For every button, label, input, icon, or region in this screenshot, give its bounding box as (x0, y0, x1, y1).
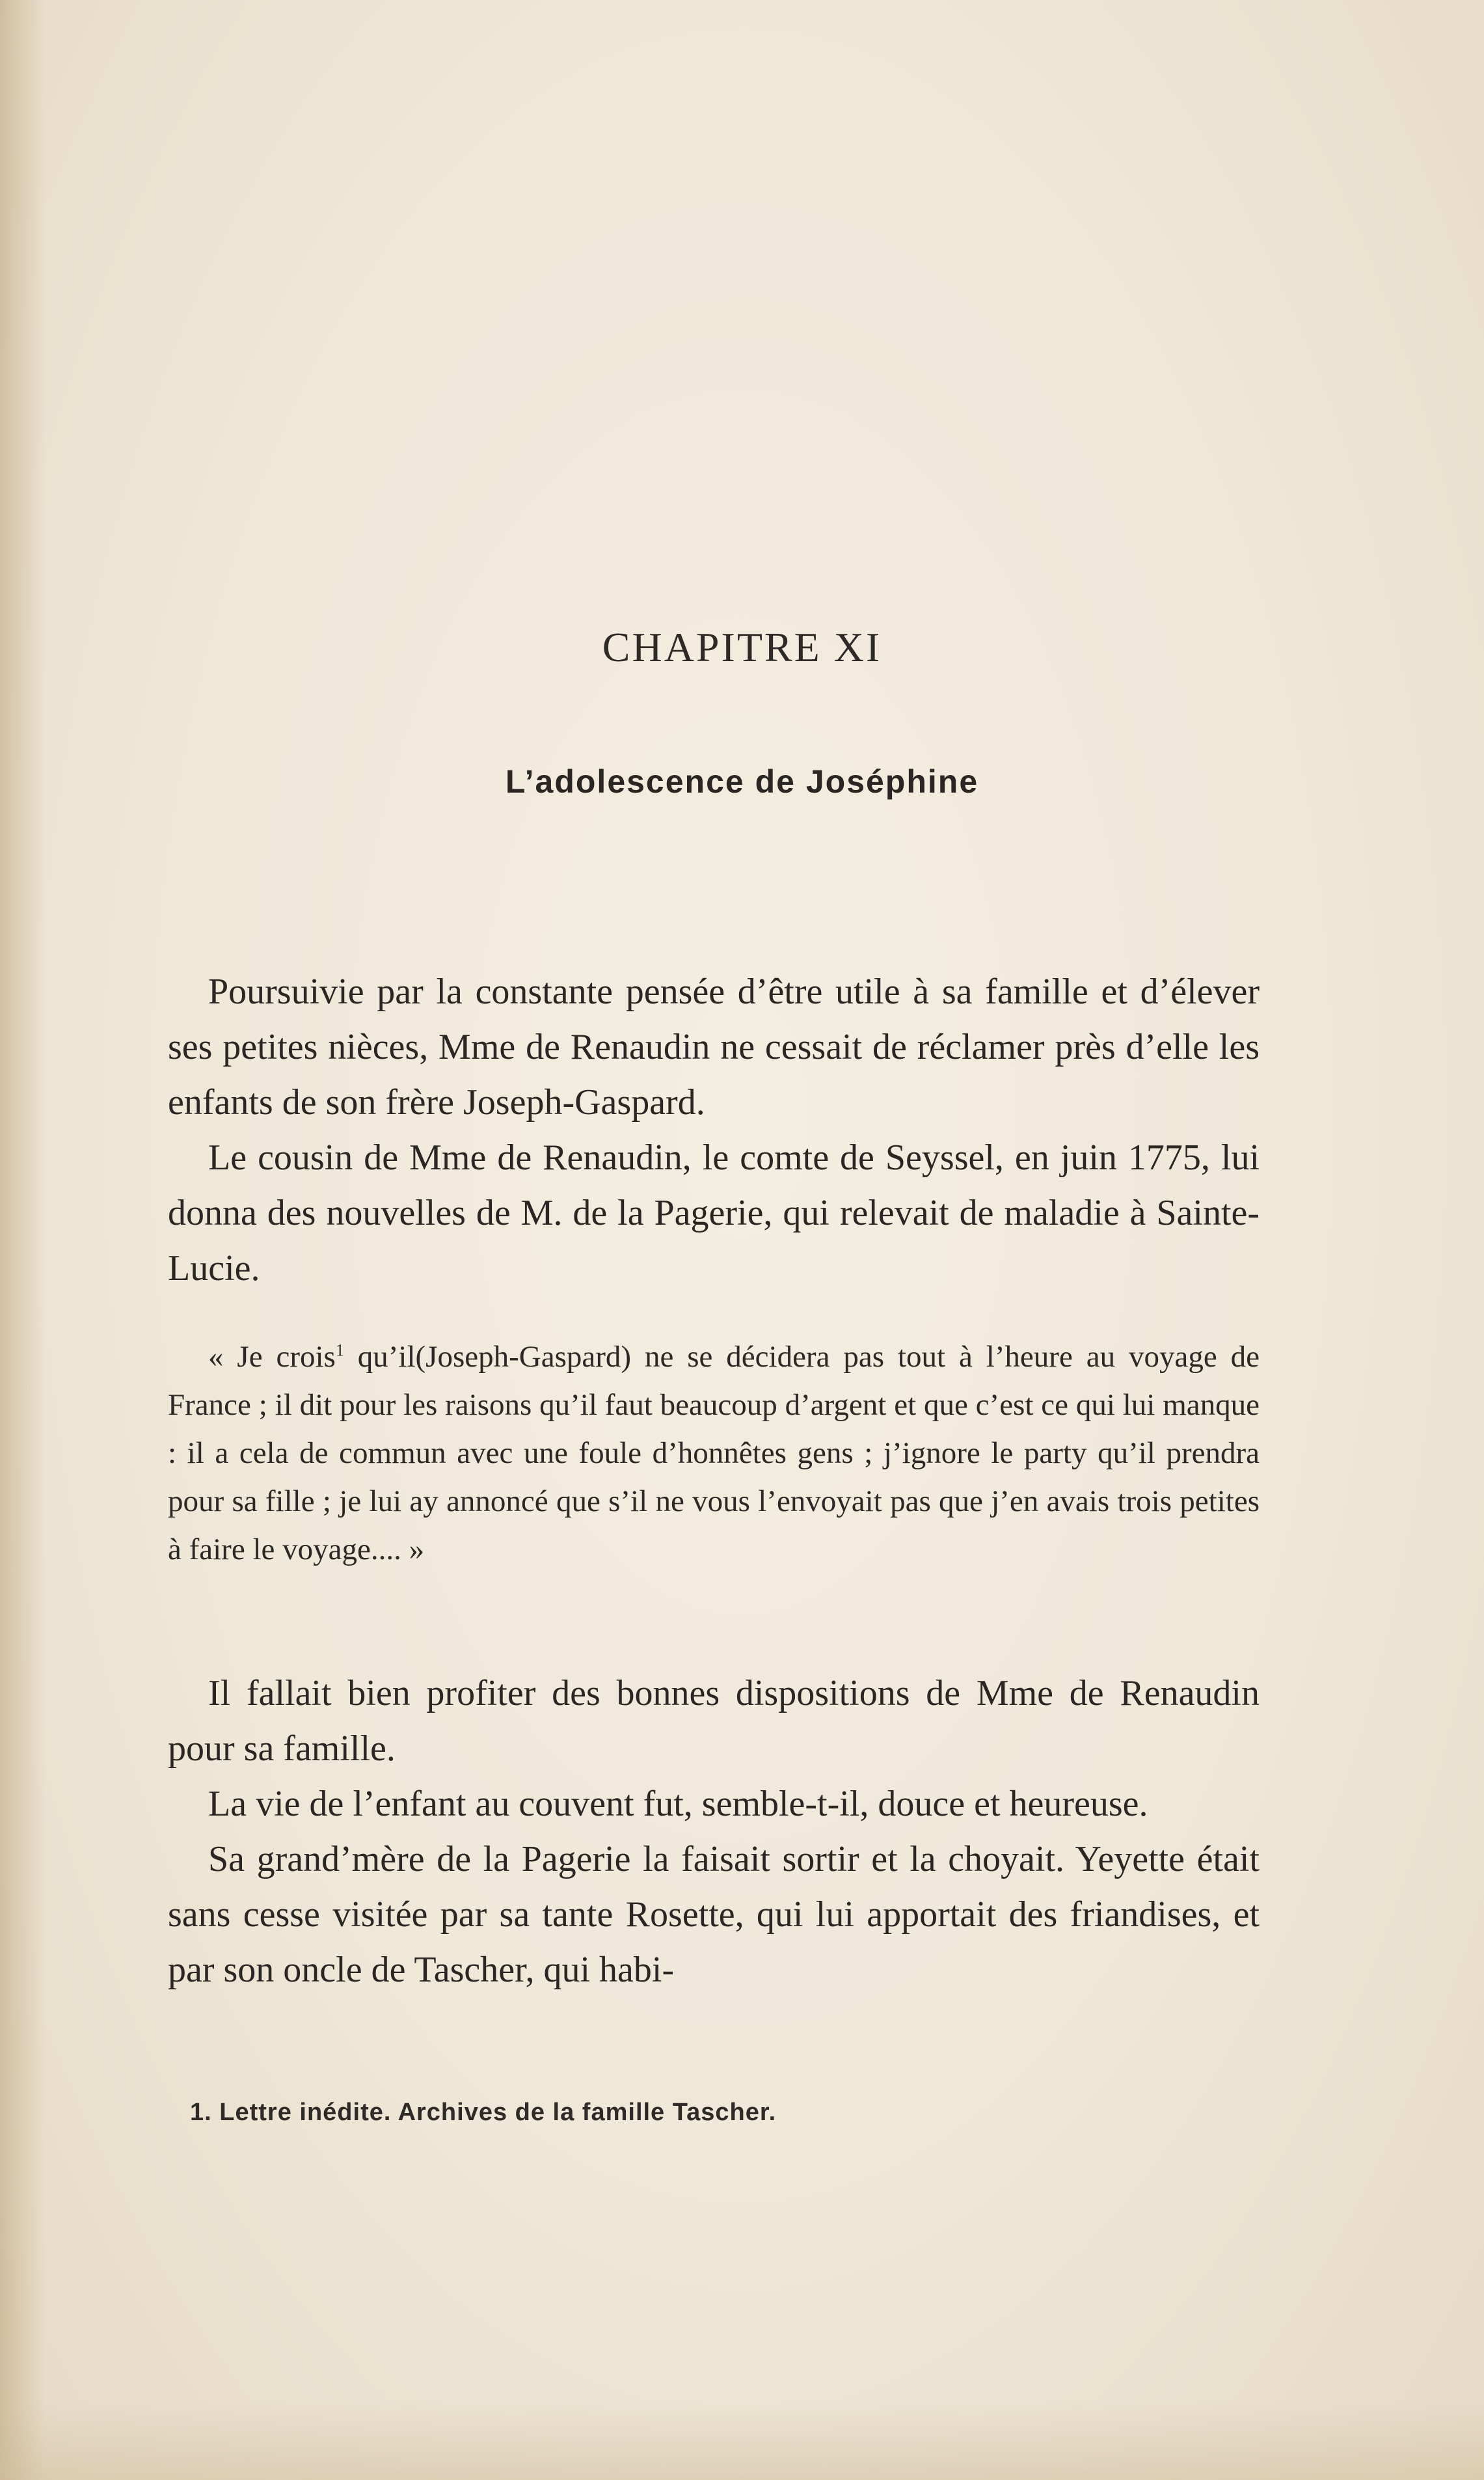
paragraph: Il fallait bien profiter des bonnes dispositions de Mme de Renaudin pour sa famille. (168, 1673, 1260, 1769)
paragraph: La vie de l’enfant au couvent fut, semble-t-il, douce et heureuse. (208, 1784, 1148, 1824)
paragraph: Le cousin de Mme de Renaudin, le comte de Seyssel, en juin 1775, lui donna des nouvelles de M. de la Pagerie, qui relevait de maladie à Sainte-Lucie. (168, 1138, 1260, 1288)
page-edge-shadow (0, 0, 46, 2480)
body-section-bottom (168, 1666, 1260, 1998)
chapter-title: CHAPITRE XI (602, 624, 882, 670)
quote-paragraph (168, 1333, 1260, 1574)
paragraph: Poursuivie par la constante pensée d’être utile à sa famille et d’élever ses petites nièces, Mme de Renaudin ne cessait de réclamer près d’elle les enfants de son frère Joseph-Gaspard. (168, 972, 1260, 1123)
footnote (190, 2099, 1231, 2127)
footnote-reference: 1 (335, 1341, 344, 1360)
letter-quote (168, 1333, 1260, 1574)
footnote-text: Lettre inédite. Archives de la famille Tascher. (219, 2099, 777, 2126)
quote-opening: « Je crois (208, 1340, 336, 1374)
paragraph: Sa grand’mère de la Pagerie la faisait sortir et la choyait. Yeyette était sans cesse visitée par sa tante Rosette, qui lui apportait des friandises, et par son oncle de Tascher, qui habi- (168, 1839, 1260, 1990)
body-section-top (168, 964, 1260, 1296)
page-bottom-shadow (0, 2402, 1484, 2480)
chapter-subtitle: L’adolescence de Joséphine (505, 763, 979, 800)
footnote-number: 1. (190, 2099, 212, 2126)
quote-text: qu’il(Joseph-Gaspard) ne se décidera pas tout à l’heure au voyage de France ; il dit pour les raisons qu’il faut beaucoup d’argent et que c’est ce qui lui manque : il a cela de commun avec une foule d’honnêtes gens ; j’ignore le party qu’il prendra pour sa fille ; je lui ay annoncé que s’il ne vous l’envoyait pas que j’en avais trois petites à faire le voyage.... » (168, 1340, 1260, 1566)
